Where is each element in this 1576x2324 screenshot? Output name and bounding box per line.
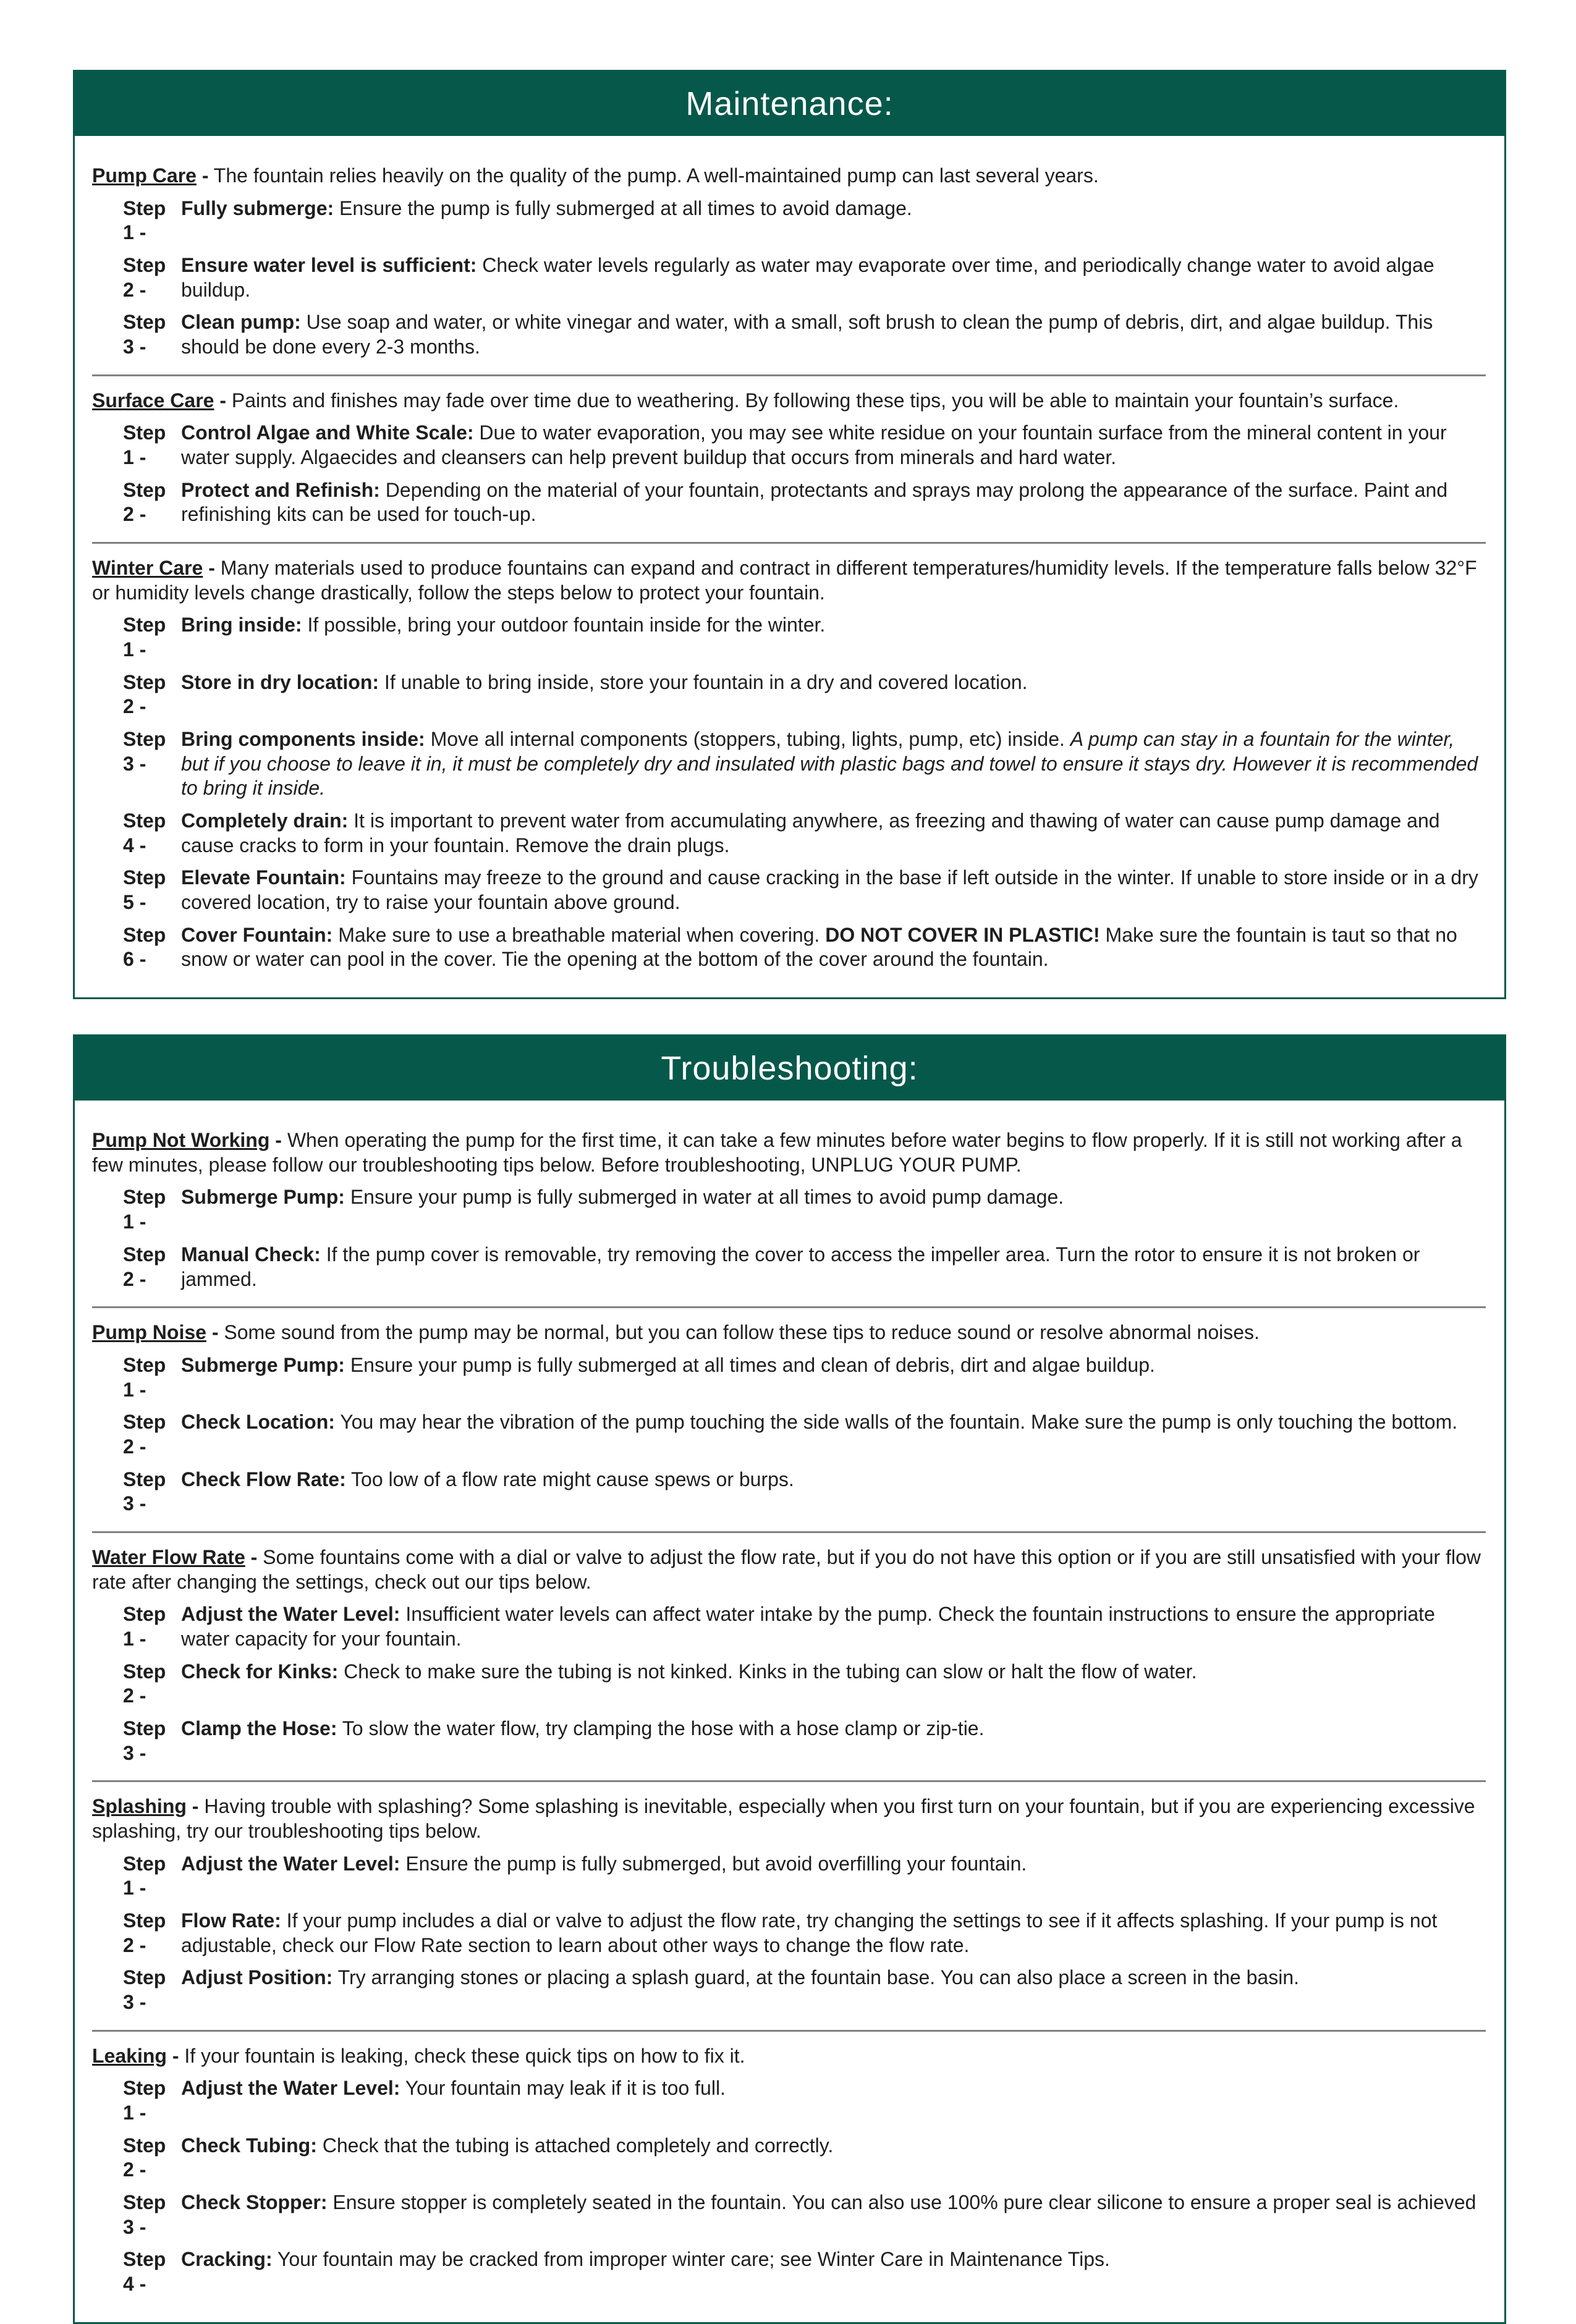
step-description: Check that the tubing is attached completely and correctly. [322,2134,834,2157]
step-description: Move all internal components (stoppers, tubing, lights, pump, etc) inside. [430,728,1070,751]
step-number: Step 2 - [123,254,166,301]
step-text [181,670,1486,719]
section-pump-noise-intro [92,1320,1486,1345]
step-label: Adjust the Water Level: [181,1603,400,1626]
step-description: Due to water evaporation, you may see white residue on your fountain surface from the mineral content in your water supply. Algaecides and cleansers can help prevent buildup that occurs from minerals and hard water. [181,421,1447,469]
step-description: Insufficient water levels can affect water intake by the pump. Check the fountain instructions to ensure the appropriate water capacity for your fountain. [181,1603,1435,1650]
section-separator: - [172,2044,179,2067]
step-label: Check for Kinks: [181,1660,339,1683]
section-intro-text: Having trouble with splashing? Some splashing is inevitable, especially when you first turn on your fountain, but if you are experiencing excessive splashing, try our troubleshooting tips below. [92,1795,1475,1842]
section-separator: - [208,557,215,580]
section-pump-not-working-intro [92,1128,1486,1177]
troubleshooting-header-bar [75,1036,1504,1101]
step-row [123,1468,1486,1516]
step-description: It is important to prevent water from accumulating anywhere, as freezing and thawing of water can cause pump damage and cause cracks to form in your fountain. Remove the drain plugs. [181,809,1440,856]
troubleshooting-title: Troubleshooting: [661,1050,918,1088]
step-row [123,727,1486,801]
step-number: Step 3 - [123,728,166,775]
step-number: Step 3 - [123,1966,166,2013]
step-row [123,2134,1486,2182]
step-text [181,866,1486,915]
section-divider [92,542,1486,544]
step-number: Step 2 - [123,1660,166,1707]
section-intro-text: Many materials used to produce fountains can expand and contract in different temperatures/humidity levels. If the temperature falls below 32°F or humidity levels change drastically, follow the steps below to protect your fountain. [92,557,1477,604]
step-text [181,2134,1486,2182]
step-label: Adjust the Water Level: [181,2077,400,2100]
step-row [123,1660,1486,1709]
step-text [181,2247,1486,2296]
step-description: To slow the water flow, try clamping the hose with a hose clamp or zip-tie. [342,1717,985,1739]
step-text [181,196,1486,245]
step-number: Step 1 - [123,614,166,661]
section-separator: - [201,164,209,187]
step-label: Submerge Pump: [181,1186,345,1209]
step-label: Fully submerge: [181,196,334,219]
step-row [123,421,1486,470]
step-text [181,1966,1486,2014]
section-divider [92,1780,1486,1782]
step-row [123,670,1486,719]
step-description: Ensure the pump is fully submerged, but avoid overfilling your fountain. [405,1852,1027,1875]
step-row [123,1410,1486,1459]
step-row [123,866,1486,915]
step-label: Clean pump: [181,311,301,334]
step-description: If your pump includes a dial or valve to adjust the flow rate, try changing the settings to see if it affects splashing. If your pump is not adjustable, check our Flow Rate section to learn about other ways to change the flow rate. [181,1909,1438,1956]
step-label: Manual Check: [181,1243,321,1266]
step-text [181,1602,1486,1651]
section-winter-care-intro [92,556,1486,605]
step-description: Ensure the pump is fully submerged at all times to avoid damage. [339,196,912,219]
step-row [123,1185,1486,1234]
step-number: Step 4 - [123,2248,166,2295]
step-label: Cracking: [181,2248,273,2271]
step-number: Step 4 - [123,809,166,856]
step-number: Step 1 - [123,2077,166,2124]
section-separator: - [211,1321,219,1344]
step-row [123,253,1486,302]
section-divider [92,2030,1486,2032]
step-row [123,1852,1486,1901]
step-label: Check Stopper: [181,2191,328,2213]
step-description-italic: A pump can stay in a fountain for the winter, but if you choose to leave it in, it must be completely dry and insulated with plastic bags and towel to ensure it stays dry. However it is recommended to bring it inside. [181,728,1478,800]
section-leaking-intro [92,2044,1486,2069]
step-description: Your fountain may be cracked from improper winter care; see Winter Care in Maintenance Tips. [277,2248,1110,2271]
step-text [181,613,1486,662]
section-separator: - [192,1795,199,1818]
step-text [181,478,1486,527]
step-description: Try arranging stones or placing a splash guard, at the fountain base. You can also place a screen in the basin. [337,1966,1299,1989]
step-text [181,1852,1486,1901]
step-description: Your fountain may leak if it is too full. [405,2077,726,2100]
step-description: Check water levels regularly as water may evaporate over time, and periodically change water to avoid algae buildup. [181,254,1434,301]
section-title-pump-not-working: Pump Not Working [92,1129,270,1152]
step-number: Step 1 - [123,1186,166,1233]
section-water-flow-rate-intro [92,1545,1486,1594]
step-description-bold: DO NOT COVER IN PLASTIC! [825,923,1100,946]
step-number: Step 2 - [123,1243,166,1290]
step-number: Step 3 - [123,1717,166,1764]
step-label: Adjust Position: [181,1966,333,1989]
step-description: Make sure to use a breathable material when covering. [338,923,826,946]
section-title-pump-care: Pump Care [92,164,197,187]
step-description: Depending on the material of your fountain, protectants and sprays may prolong the appearance of the surface. Paint and refinishing kits can be used for touch-up. [181,478,1448,526]
step-number: Step 2 - [123,670,166,718]
step-row [123,613,1486,662]
panel-troubleshooting [73,1034,1506,2324]
step-label: Cover Fountain: [181,923,333,946]
section-divider [92,1306,1486,1308]
step-text [181,2076,1486,2125]
step-row [123,2076,1486,2125]
section-separator: - [250,1545,258,1568]
step-label: Check Tubing: [181,2134,317,2157]
step-text [181,1243,1486,1291]
section-divider [92,1531,1486,1533]
step-description: If possible, bring your outdoor fountain inside for the winter. [307,614,826,636]
step-text [181,2191,1486,2239]
step-label: Bring inside: [181,614,302,636]
step-number: Step 2 - [123,478,166,526]
section-title-water-flow-rate: Water Flow Rate [92,1545,245,1568]
step-text [181,253,1486,302]
maintenance-header-bar [75,72,1504,136]
step-number: Step 5 - [123,866,166,914]
step-description: Ensure your pump is fully submerged at all times and clean of debris, dirt and algae buildup. [350,1353,1155,1376]
troubleshooting-body [75,1104,1504,2322]
step-description: If the pump cover is removable, try removing the cover to access the impeller area. Turn the rotor to ensure it is not broken or jammed. [181,1243,1420,1290]
step-number: Step 1 - [123,1852,166,1899]
step-row [123,923,1486,972]
section-title-surface-care: Surface Care [92,389,214,412]
step-row [123,809,1486,858]
step-number: Step 3 - [123,2191,166,2238]
step-row [123,1602,1486,1651]
step-number: Step 1 - [123,1603,166,1650]
section-title-pump-noise: Pump Noise [92,1321,206,1344]
step-label: Clamp the Hose: [181,1717,337,1739]
step-description: You may hear the vibration of the pump touching the side walls of the fountain. Make sure the pump is only touching the bottom. [340,1411,1458,1434]
step-description: If unable to bring inside, store your fountain in a dry and covered location. [384,670,1028,693]
step-row [123,1717,1486,1765]
step-text [181,421,1486,470]
step-label: Control Algae and White Scale: [181,421,474,444]
step-number: Step 1 - [123,421,166,469]
panel-maintenance [73,70,1506,999]
step-number: Step 3 - [123,1468,166,1515]
step-text [181,727,1486,801]
step-number: Step 2 - [123,1909,166,1956]
step-row [123,2247,1486,2296]
step-number: Step 2 - [123,2134,166,2181]
step-label: Bring components inside: [181,728,425,751]
step-label: Adjust the Water Level: [181,1852,400,1875]
step-row [123,2191,1486,2239]
step-text [181,1468,1486,1516]
section-title-leaking: Leaking [92,2044,167,2067]
panel-gap [0,999,1576,1034]
section-intro-text: If your fountain is leaking, check these quick tips on how to fix it. [184,2044,745,2067]
section-splashing-intro [92,1794,1486,1843]
section-separator: - [219,389,226,412]
step-label: Ensure water level is sufficient: [181,254,477,277]
section-intro-text: Paints and finishes may fade over time due to weathering. By following these tips, you will be able to maintain your fountain’s surface. [231,389,1399,412]
step-text [181,1909,1486,1958]
step-label: Elevate Fountain: [181,866,346,889]
step-row [123,1966,1486,2014]
step-label: Submerge Pump: [181,1353,345,1376]
section-intro-bold: Before troubleshooting, UNPLUG YOUR PUMP. [601,1153,1022,1176]
step-text [181,310,1486,359]
step-row [123,310,1486,359]
step-label: Store in dry location: [181,670,379,693]
step-label: Check Location: [181,1411,335,1434]
step-text [181,1660,1486,1709]
step-number: Step 6 - [123,923,166,971]
step-row [123,478,1486,527]
step-description: Fountains may freeze to the ground and cause cracking in the base if left outside in the winter. If unable to store inside or in a dry covered location, try to raise your fountain above ground. [181,866,1478,914]
step-number: Step 3 - [123,311,166,358]
step-row [123,196,1486,245]
section-divider [92,374,1486,376]
step-description: Too low of a flow rate might cause spews or burps. [351,1468,794,1490]
step-description: Use soap and water, or white vinegar and water, with a small, soft brush to clean the pump of debris, dirt, and algae buildup. This should be done every 2-3 months. [181,311,1433,358]
step-text [181,809,1486,858]
step-row [123,1909,1486,1958]
maintenance-body [75,139,1504,997]
step-label: Flow Rate: [181,1909,281,1932]
step-label: Check Flow Rate: [181,1468,346,1490]
step-text [181,1717,1486,1765]
section-intro-text: Some fountains come with a dial or valve to adjust the flow rate, but if you do not have this option or if you are still unsatisfied with your flow rate after changing the settings, check out our tips below. [92,1545,1481,1593]
section-title-splashing: Splashing [92,1795,187,1818]
section-intro-text: Some sound from the pump may be normal, but you can follow these tips to reduce sound or resolve abnormal noises. [224,1321,1260,1344]
step-number: Step 1 - [123,1353,166,1401]
step-label: Protect and Refinish: [181,478,380,501]
step-number: Step 1 - [123,196,166,244]
section-separator: - [275,1129,282,1152]
section-intro-text: The fountain relies heavily on the quality of the pump. A well-maintained pump can last several years. [213,164,1099,187]
step-text [181,923,1486,972]
step-description: Make sure the fountain is taut so that no snow or water can pool in the cover. Tie the opening at the bottom of the cover around the fountain. [181,923,1457,971]
step-description: Ensure stopper is completely seated in the fountain. You can also use 100% pure clear silicone to ensure a proper seal is achieved [333,2191,1476,2213]
step-row [123,1353,1486,1402]
step-text [181,1185,1486,1234]
section-surface-care-intro [92,389,1486,413]
section-title-winter-care: Winter Care [92,557,203,580]
step-description: Check to make sure the tubing is not kinked. Kinks in the tubing can slow or halt the flow of water. [344,1660,1197,1683]
step-text [181,1353,1486,1402]
step-description: Ensure your pump is fully submerged in water at all times to avoid pump damage. [350,1186,1064,1209]
maintenance-title: Maintenance: [685,85,894,122]
step-label: Completely drain: [181,809,349,832]
step-text [181,1410,1486,1459]
step-row [123,1243,1486,1291]
section-pump-care-intro [92,164,1486,188]
step-number: Step 2 - [123,1411,166,1458]
section-intro-text: When operating the pump for the first time, it can take a few minutes before water begins to flow properly. If it is still not working after a few minutes, please follow our troubleshooting tips below. [92,1129,1462,1176]
